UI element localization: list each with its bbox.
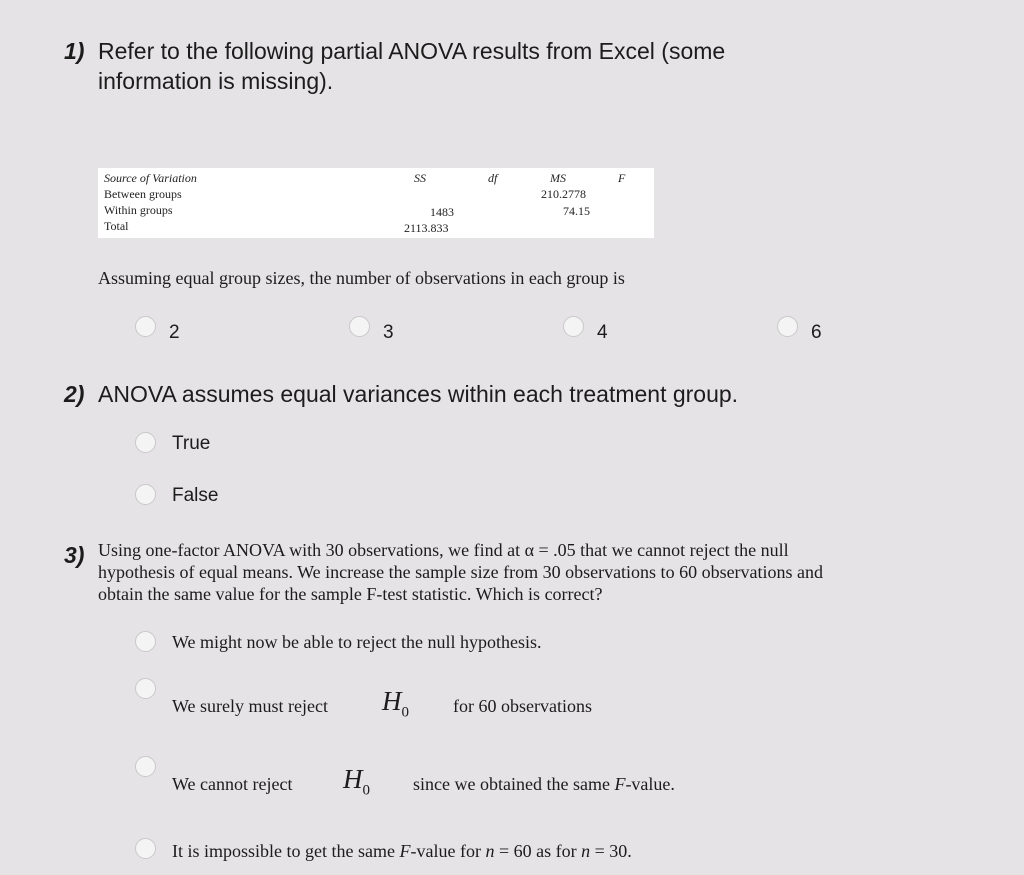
q1-option-label: 6 xyxy=(811,322,822,343)
q3-option-radio[interactable] xyxy=(135,678,156,699)
q1-option-radio[interactable] xyxy=(777,316,798,337)
q3-option-a-text: We might now be able to reject the null hypothesis. xyxy=(172,632,542,652)
question-3-number: 3) xyxy=(64,542,85,568)
q3-option-b-text-pre: We surely must reject xyxy=(172,696,328,716)
anova-header-source: Source of Variation xyxy=(104,171,197,185)
q2-option-radio[interactable] xyxy=(135,432,156,453)
q3-option-d-text: It is impossible to get the same F-value for n = 60 as for n = 30. xyxy=(172,841,632,861)
q1-option-label: 2 xyxy=(169,322,180,343)
anova-header-ms: MS xyxy=(550,171,566,185)
anova-row-ms: 74.15 xyxy=(563,204,590,218)
q3-option-radio[interactable] xyxy=(135,631,156,652)
question-1-text-line2: information is missing). xyxy=(98,68,334,94)
q3-option-c-text-pre: We cannot reject xyxy=(172,774,293,794)
q1-option-label: 3 xyxy=(383,322,394,343)
h0-symbol: $H_0$ xyxy=(382,686,409,721)
q1-option-radio[interactable] xyxy=(135,316,156,337)
question-3-text-line3: obtain the same value for the sample F-test statistic. Which is correct? xyxy=(98,584,603,604)
h0-symbol: $H_0$ xyxy=(343,764,370,799)
q1-option-label: 4 xyxy=(597,322,608,343)
q2-option-label: True xyxy=(172,433,211,454)
question-2-number: 2) xyxy=(64,381,85,407)
question-2-text: ANOVA assumes equal variances within each treatment group. xyxy=(98,381,739,407)
question-3-text-line2: hypothesis of equal means. We increase the sample size from 30 observations to 60 observations and xyxy=(98,562,824,582)
q1-option-radio[interactable] xyxy=(563,316,584,337)
anova-header-ss: SS xyxy=(414,171,426,185)
q1-option-radio[interactable] xyxy=(349,316,370,337)
anova-header-f: F xyxy=(618,171,626,185)
anova-row-ss: 2113.833 xyxy=(404,221,449,235)
q3-option-b-text-post: for 60 observations xyxy=(453,696,592,716)
question-3-text-line1: Using one-factor ANOVA with 30 observations, we find at α = .05 that we cannot reject the null xyxy=(98,540,789,560)
anova-header-df: df xyxy=(488,171,498,185)
anova-row-source: Total xyxy=(104,219,129,233)
q3-option-c-text-post: since we obtained the same F-value. xyxy=(413,774,675,794)
q3-option-radio[interactable] xyxy=(135,756,156,777)
question-1-text-line1: Refer to the following partial ANOVA results from Excel (some xyxy=(98,38,726,64)
question-1-number: 1) xyxy=(64,38,85,64)
anova-row-ss: 1483 xyxy=(430,205,454,219)
q2-option-label: False xyxy=(172,485,219,506)
q3-option-radio[interactable] xyxy=(135,838,156,859)
anova-table xyxy=(98,168,654,238)
question-1-prompt: Assuming equal group sizes, the number of observations in each group is xyxy=(98,268,625,288)
q2-option-radio[interactable] xyxy=(135,484,156,505)
anova-row-source: Between groups xyxy=(104,187,182,201)
anova-row-source: Within groups xyxy=(104,203,173,217)
anova-row-ms: 210.2778 xyxy=(541,187,586,201)
